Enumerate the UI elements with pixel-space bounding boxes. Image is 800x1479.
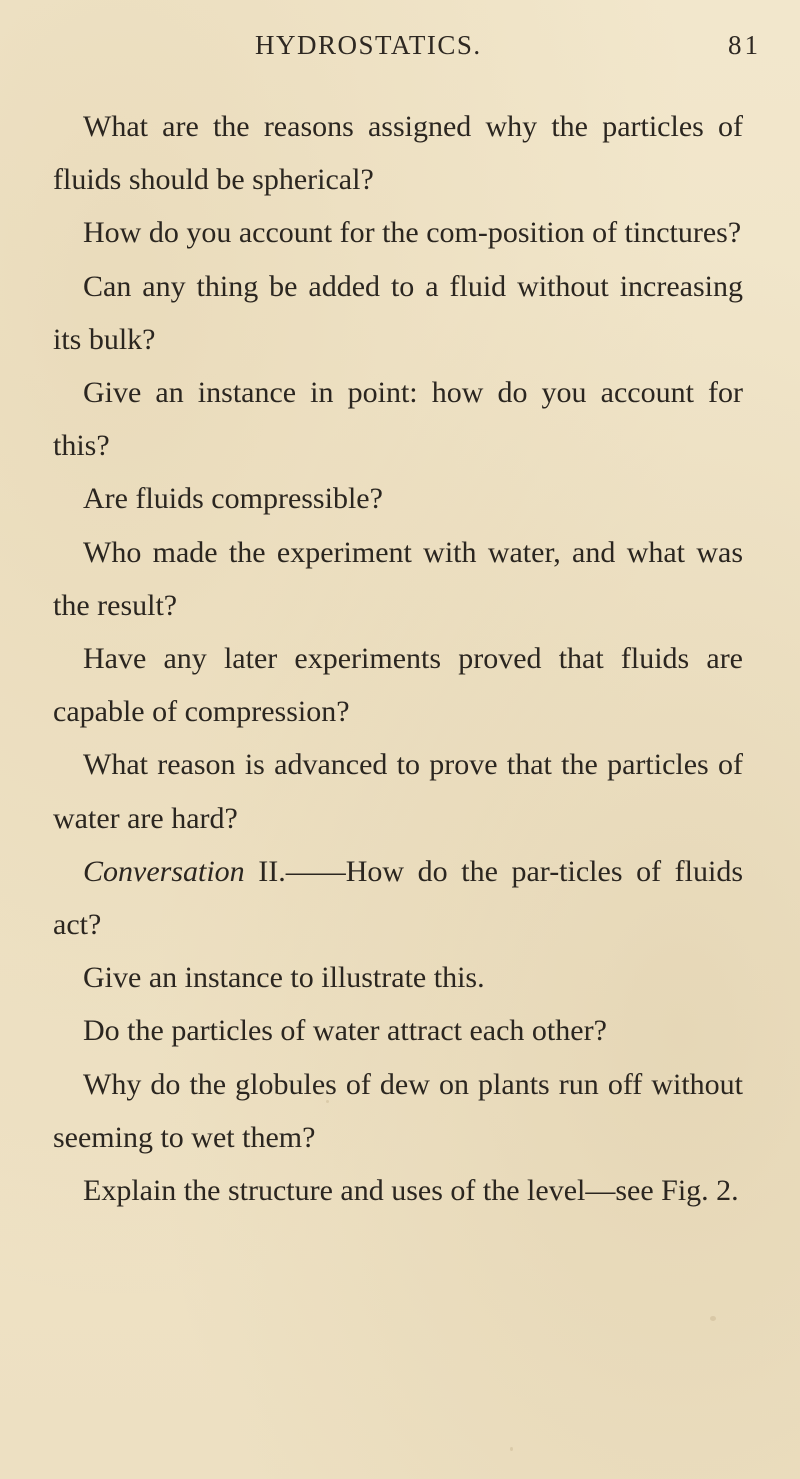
- running-head: [0, 30, 800, 70]
- question-3: Can any thing be added to a fluid without increasing its bulk?: [53, 269, 743, 356]
- question-11: Do the particles of water attract each other?: [83, 1014, 607, 1048]
- question-list: [53, 100, 743, 1217]
- question-9: Conversation II.——How do the par-ticles of fluids act?: [53, 854, 744, 942]
- question-7: Have any later experiments proved that fluids are capable of compression?: [53, 642, 743, 729]
- conversation-label: Conversation: [83, 854, 245, 888]
- question-12: Why do the globules of dew on plants run off without seeming to wet them?: [53, 1067, 743, 1154]
- page-number: 81: [728, 30, 761, 60]
- question-6: Who made the experiment with water, and what was the result?: [53, 535, 743, 622]
- question-5: Are fluids compressible?: [83, 482, 383, 516]
- question-10: Give an instance to illustrate this.: [83, 961, 485, 995]
- foxing-spot: [642, 289, 646, 294]
- question-13: Explain the structure and uses of the level—see Fig. 2.: [83, 1174, 739, 1208]
- foxing-spot: [510, 1447, 513, 1451]
- question-1: What are the reasons assigned why the particles of fluids should be spherical?: [53, 110, 743, 197]
- question-8: What reason is advanced to prove that the particles of water are hard?: [53, 748, 743, 835]
- foxing-spot: [710, 1316, 716, 1321]
- question-4: Give an instance in point: how do you account for this?: [53, 376, 743, 463]
- running-title: HYDROSTATICS.: [255, 30, 482, 60]
- foxing-spot: [326, 1100, 329, 1103]
- question-2: How do you account for the com-position of tinctures?: [83, 216, 742, 250]
